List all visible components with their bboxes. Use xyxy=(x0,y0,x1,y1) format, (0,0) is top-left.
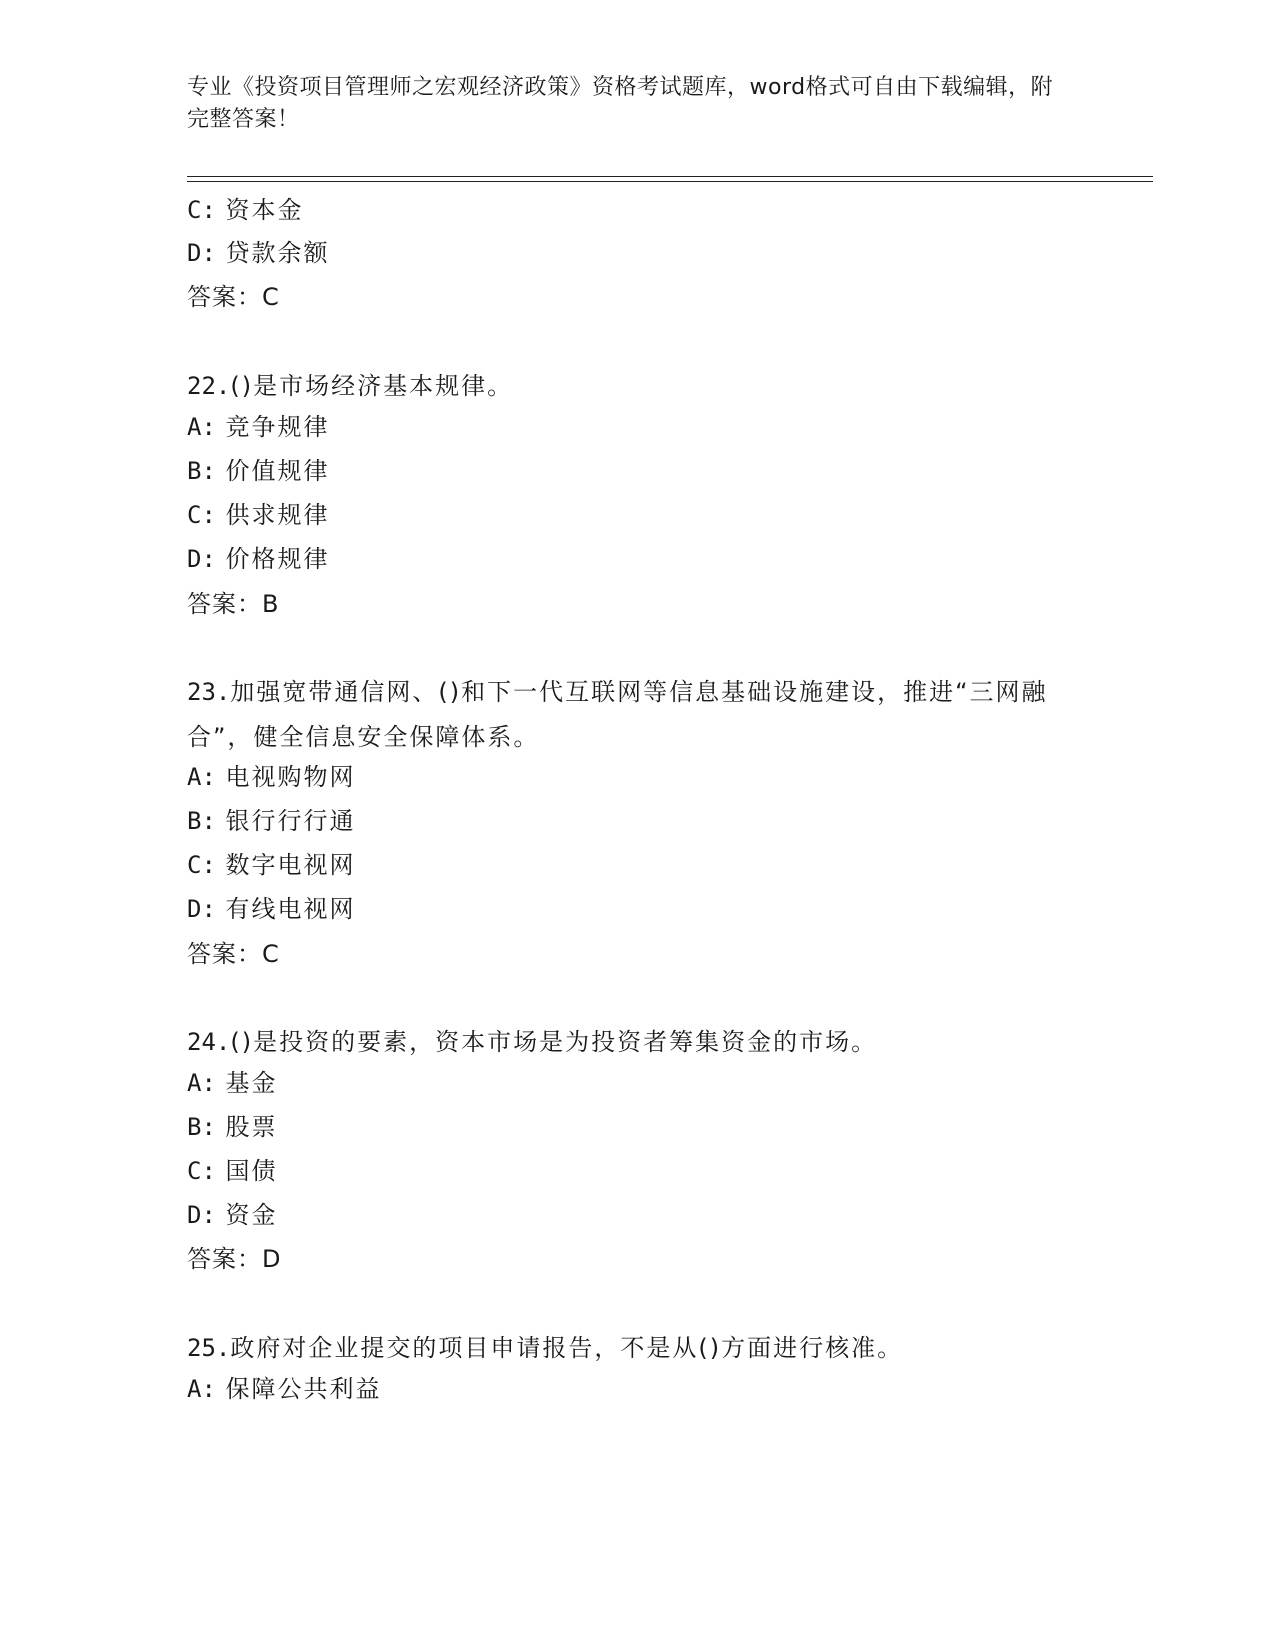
option-text: 供求规律 xyxy=(225,501,330,529)
question-number: 23. xyxy=(187,678,231,706)
option-label: D: xyxy=(187,895,216,923)
option-label: B: xyxy=(187,807,216,835)
option-text: 竞争规律 xyxy=(225,413,330,441)
answer: 答案：D xyxy=(187,1245,282,1273)
option-b xyxy=(187,1110,278,1144)
option-a xyxy=(187,410,330,444)
option-text: 数字电视网 xyxy=(225,851,356,879)
answer: 答案：C xyxy=(187,283,280,311)
question-text: 政府对企业提交的项目申请报告，不是从()方面进行核准。 xyxy=(230,1334,904,1362)
question-24-stem xyxy=(187,1020,1087,1065)
option-b xyxy=(187,804,356,838)
answer: 答案：C xyxy=(187,940,280,968)
option-text: 银行行行通 xyxy=(225,807,356,835)
option-text: 资金 xyxy=(225,1201,278,1229)
option-label: D: xyxy=(187,545,216,573)
option-label: B: xyxy=(187,1113,216,1141)
option-label: C: xyxy=(187,196,216,224)
option-label: A: xyxy=(187,1375,216,1403)
option-label: D: xyxy=(187,239,216,267)
option-label: A: xyxy=(187,763,216,791)
option-a xyxy=(187,1372,382,1406)
option-c xyxy=(187,193,304,227)
option-label: C: xyxy=(187,851,216,879)
question-number: 25. xyxy=(187,1334,231,1362)
option-text: 价值规律 xyxy=(225,457,330,485)
option-b xyxy=(187,454,330,488)
option-text: 有线电视网 xyxy=(225,895,356,923)
header-divider-top xyxy=(187,176,1153,177)
option-c xyxy=(187,1154,278,1188)
option-text: 股票 xyxy=(225,1113,278,1141)
option-label: C: xyxy=(187,1157,216,1185)
option-text: 保障公共利益 xyxy=(225,1375,382,1403)
header-divider-bottom xyxy=(187,181,1153,182)
option-d xyxy=(187,542,330,576)
option-d xyxy=(187,1198,278,1232)
option-label: D: xyxy=(187,1201,216,1229)
question-25-stem xyxy=(187,1326,1087,1371)
question-23-stem xyxy=(187,670,1087,760)
option-text: 价格规律 xyxy=(225,545,330,573)
option-text: 电视购物网 xyxy=(225,763,356,791)
option-a xyxy=(187,1066,278,1100)
option-text: 国债 xyxy=(225,1157,278,1185)
option-label: A: xyxy=(187,413,216,441)
question-text: 加强宽带通信网、()和下一代互联网等信息基础设施建设，推进“三网融合”，健全信息安全保障体系。 xyxy=(187,678,1048,751)
option-a xyxy=(187,760,356,794)
option-label: B: xyxy=(187,457,216,485)
question-text: ()是投资的要素，资本市场是为投资者筹集资金的市场。 xyxy=(230,1028,878,1056)
option-d xyxy=(187,892,356,926)
question-number: 24. xyxy=(187,1028,231,1056)
question-text: ()是市场经济基本规律。 xyxy=(230,372,514,400)
option-label: C: xyxy=(187,501,216,529)
option-c xyxy=(187,498,330,532)
question-number: 22. xyxy=(187,372,231,400)
answer: 答案：B xyxy=(187,590,280,618)
document-header: 专业《投资项目管理师之宏观经济政策》资格考试题库，word格式可自由下载编辑，附完整答案！ xyxy=(187,75,1054,132)
option-label: A: xyxy=(187,1069,216,1097)
option-d xyxy=(187,236,330,270)
option-text: 贷款余额 xyxy=(225,239,330,267)
option-c xyxy=(187,848,356,882)
option-text: 基金 xyxy=(225,1069,278,1097)
option-text: 资本金 xyxy=(225,196,304,224)
question-22-stem xyxy=(187,364,1087,409)
